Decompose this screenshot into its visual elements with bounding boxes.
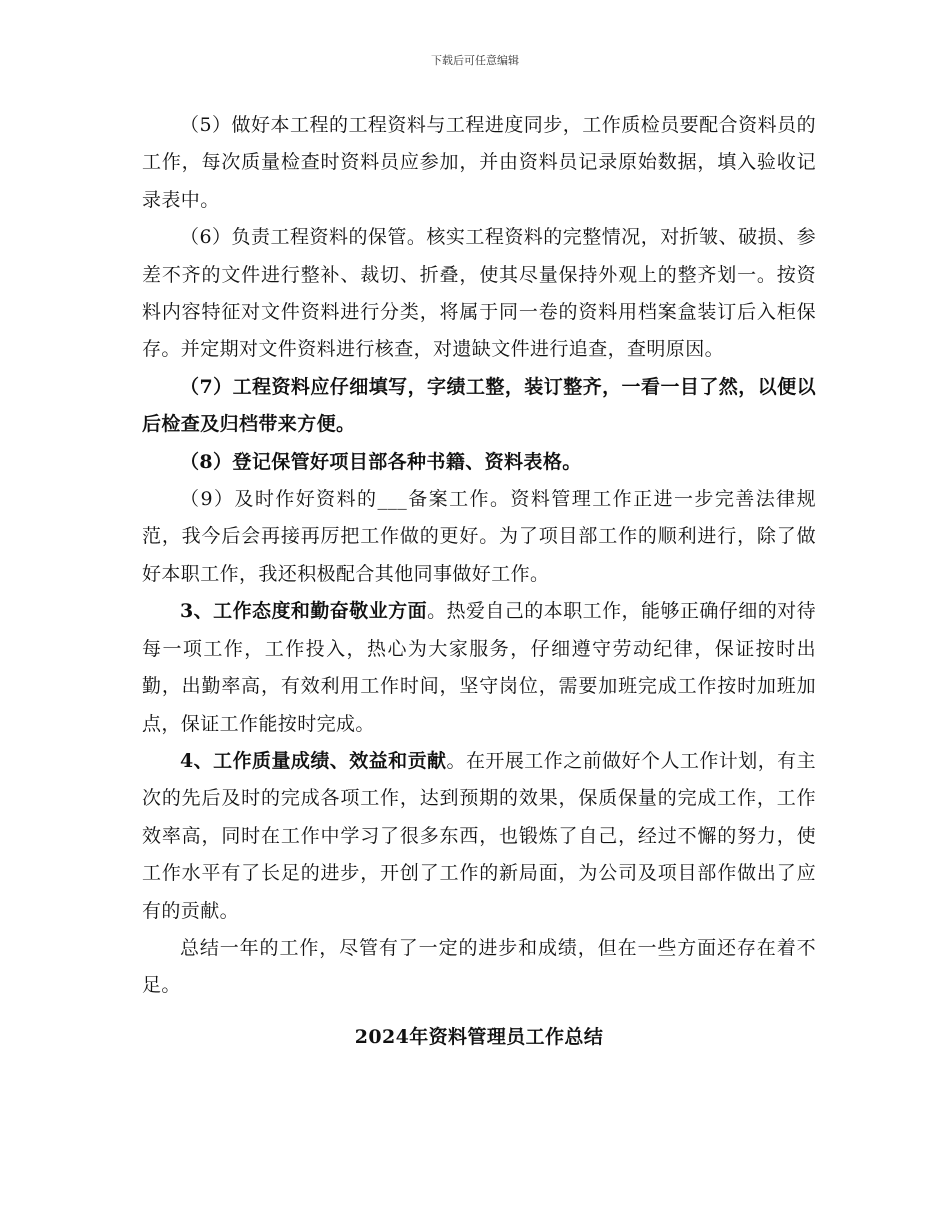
paragraph-8: （8）登记保管好项目部各种书籍、资料表格。	[180, 450, 582, 473]
section-4-text: 。在开展工作之前做好个人工作计划，有主次的先后及时的完成各项工作，达到预期的效果，保质保量的完成工作，工作效率高，同时在工作中学习了很多东西，也锻炼了自己，经过不懈的努力，使工作水平有了长足的进步，开创了工作的新局面，为公司及项目部作做出了应有的贡献。	[142, 749, 816, 922]
paragraph-5: （5）做好本工程的工程资料与工程进度同步，工作质检员要配合资料员的工作，每次质量检查时资料员应参加，并由资料员记录原始数据，填入验收记录表中。	[142, 114, 816, 211]
document-title: 2024年资料管理员工作总结	[354, 1025, 604, 1048]
section-4-heading: 4、工作质量成绩、效益和贡献	[180, 749, 447, 772]
paragraph-7: （7）工程资料应仔细填写，字绩工整，装订整齐，一看一目了然，以便以后检查及归档带来方便。	[142, 375, 816, 436]
page-header: 下载后可任意编辑	[431, 54, 519, 67]
document-body	[142, 107, 816, 1056]
paragraph-6: （6）负责工程资料的保管。核实工程资料的完整情况，对折皱、破损、参差不齐的文件进行整补、裁切、折叠，使其尽量保持外观上的整齐划一。按资料内容特征对文件资料进行分类，将属于同一卷的资料用档案盒装订后入柜保存。并定期对文件资料进行核查，对遗缺文件进行追查，查明原因。	[142, 226, 816, 361]
section-4	[142, 743, 816, 930]
summary-paragraph: 总结一年的工作，尽管有了一定的进步和成绩，但在一些方面还存在着不足。	[142, 936, 816, 997]
paragraph-9: （9）及时作好资料的___备案工作。资料管理工作正进一步完善法律规范，我今后会再接再厉把工作做的更好。为了项目部工作的顺利进行，除了做好本职工作，我还积极配合其他同事做好工作。	[142, 488, 816, 585]
section-3-text: 。热爱自己的本职工作，能够正确仔细的对待每一项工作，工作投入，热心为大家服务，仔细遵守劳动纪律，保证按时出勤，出勤率高，有效利用工作时间，坚守岗位，需要加班完成工作按时加班加点，保证工作能按时完成。	[142, 600, 816, 735]
section-3-heading: 3、工作态度和勤奋敬业方面	[180, 600, 428, 623]
section-3	[142, 593, 816, 743]
